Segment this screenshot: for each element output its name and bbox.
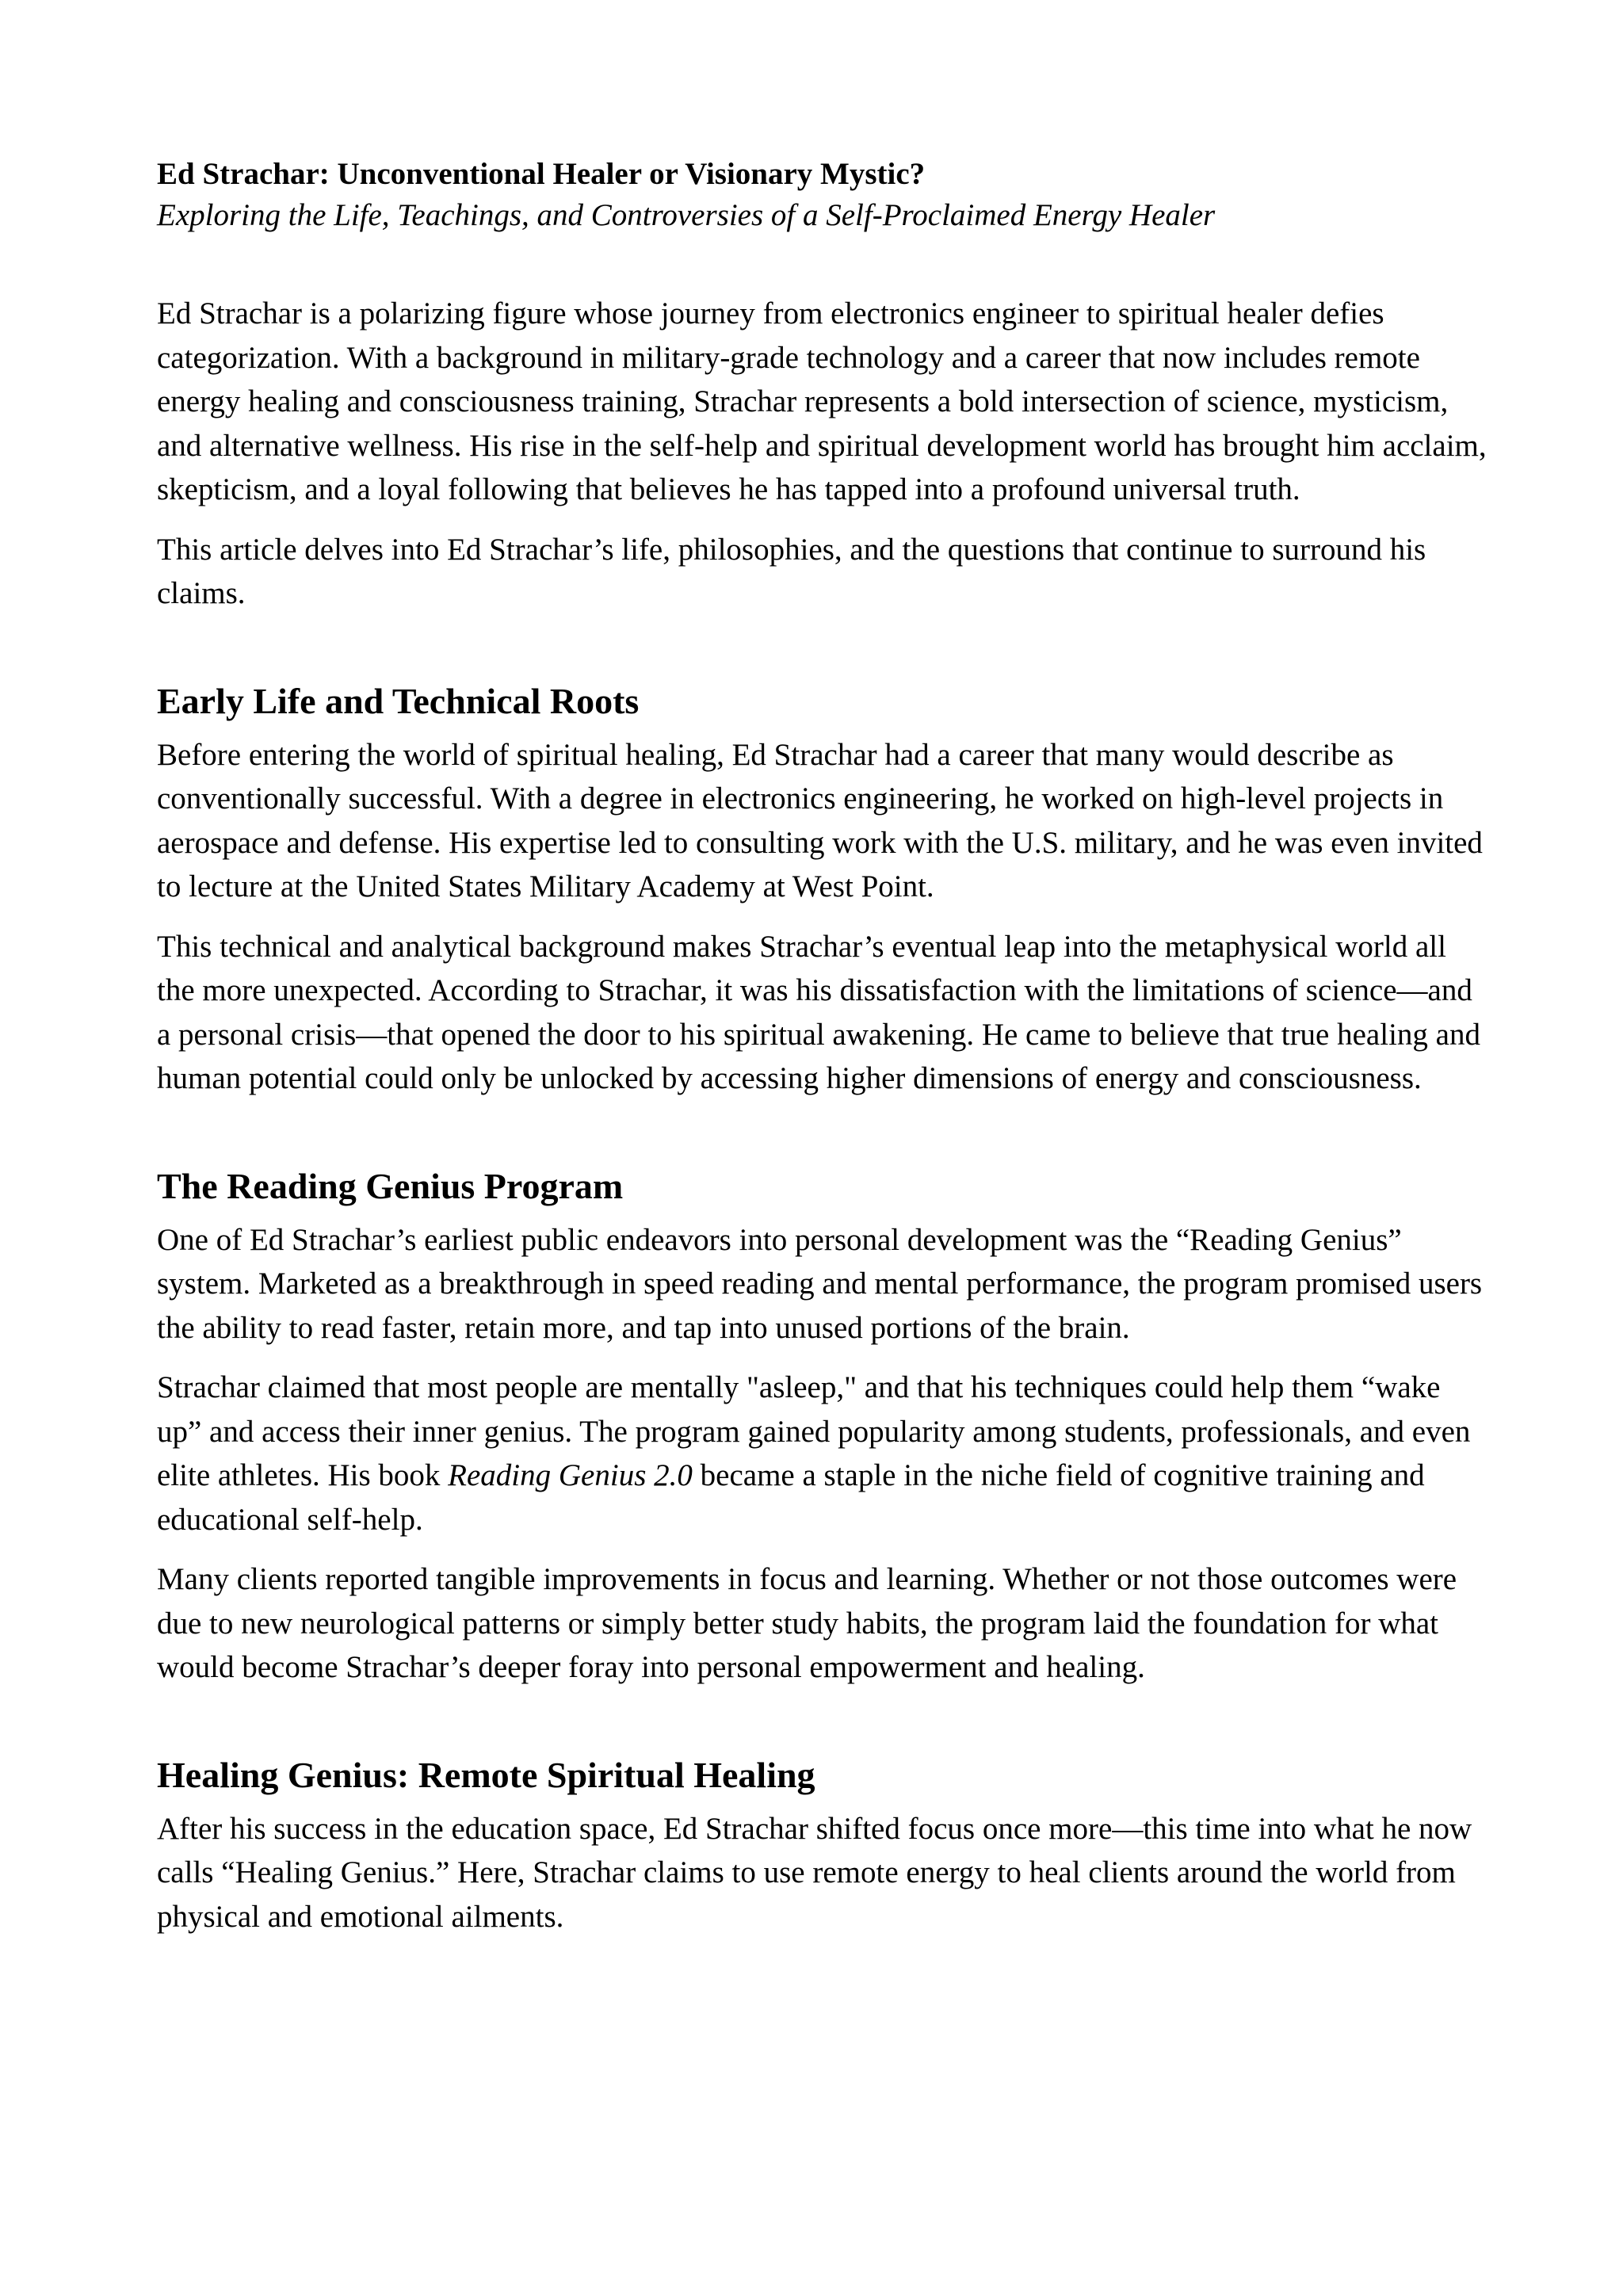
document-subtitle: Exploring the Life, Teachings, and Controversies of a Self-Proclaimed Energy Healer <box>157 198 1216 232</box>
reading-genius-paragraph-2 <box>157 1366 1488 1541</box>
healing-genius-section <box>157 1752 1488 1939</box>
document-title: Ed Strachar: Unconventional Healer or Visionary Mystic? <box>157 157 926 191</box>
early-life-heading: Early Life and Technical Roots <box>157 680 640 721</box>
intro-section <box>157 292 1488 616</box>
reading-genius-heading: The Reading Genius Program <box>157 1165 624 1206</box>
healing-genius-heading: Healing Genius: Remote Spiritual Healing <box>157 1754 815 1795</box>
book-title: Reading Genius 2.0 <box>448 1458 693 1492</box>
early-life-paragraph-2: This technical and analytical background makes Strachar’s eventual leap into the metaphysical world all the more unexpected. According to Strachar, it was his dissatisfaction with the limitations of science—and a personal crisis—that opened the door to his spiritual awakening. He came to believe that true healing and human potential could only be unlocked by accessing higher dimensions of energy and consciousness. <box>157 929 1480 1095</box>
reading-genius-paragraph-3: Many clients reported tangible improvements in focus and learning. Whether or not those outcomes were due to new neurological patterns or simply better study habits, the program laid the foundation for what would become Strachar’s deeper foray into personal empowerment and healing. <box>157 1562 1457 1684</box>
early-life-section <box>157 678 1488 1101</box>
early-life-paragraph-1: Before entering the world of spiritual healing, Ed Strachar had a career that many would describe as conventionally successful. With a degree in electronics engineering, he worked on high-level projects in aerospace and defense. His expertise led to consulting work with the U.S. military, and he was even invited to lecture at the United States Military Academy at West Point. <box>157 737 1483 904</box>
healing-genius-paragraph-1: After his success in the education space, Ed Strachar shifted focus once more—this time into what he now calls “Healing Genius.” Here, Strachar claims to use remote energy to heal clients around the world from physical and emotional ailments. <box>157 1811 1472 1934</box>
reading-genius-section <box>157 1163 1488 1690</box>
intro-paragraph-2: This article delves into Ed Strachar’s life, philosophies, and the questions that continue to surround his claims. <box>157 532 1426 610</box>
intro-paragraph-1: Ed Strachar is a polarizing figure whose journey from electronics engineer to spiritual healer defies categorization. With a background in military-grade technology and a career that now includes remote energy healing and consciousness training, Strachar represents a bold intersection of science, mysticism, and alternative wellness. His rise in the self-help and spiritual development world has brought him acclaim, skepticism, and a loyal following that believes he has tapped into a profound universal truth. <box>157 296 1487 506</box>
reading-genius-paragraph-1: One of Ed Strachar’s earliest public endeavors into personal development was the “Reading Genius” system. Marketed as a breakthrough in speed reading and mental performance, the program promised users the ability to read faster, retain more, and tap into unused portions of the brain. <box>157 1222 1483 1345</box>
document-page <box>157 154 1488 1954</box>
reading-genius-paragraph-2-start: Strachar claimed that most people are mentally "asleep," and that his techniques could help them “wake up” and access their inner genius. The program gained popularity among students, professionals, and even elite athletes. His book <box>157 1370 1471 1492</box>
reading-genius-paragraph-2-end: became a staple in the niche field of cognitive training and educational self-help. <box>157 1458 1425 1537</box>
